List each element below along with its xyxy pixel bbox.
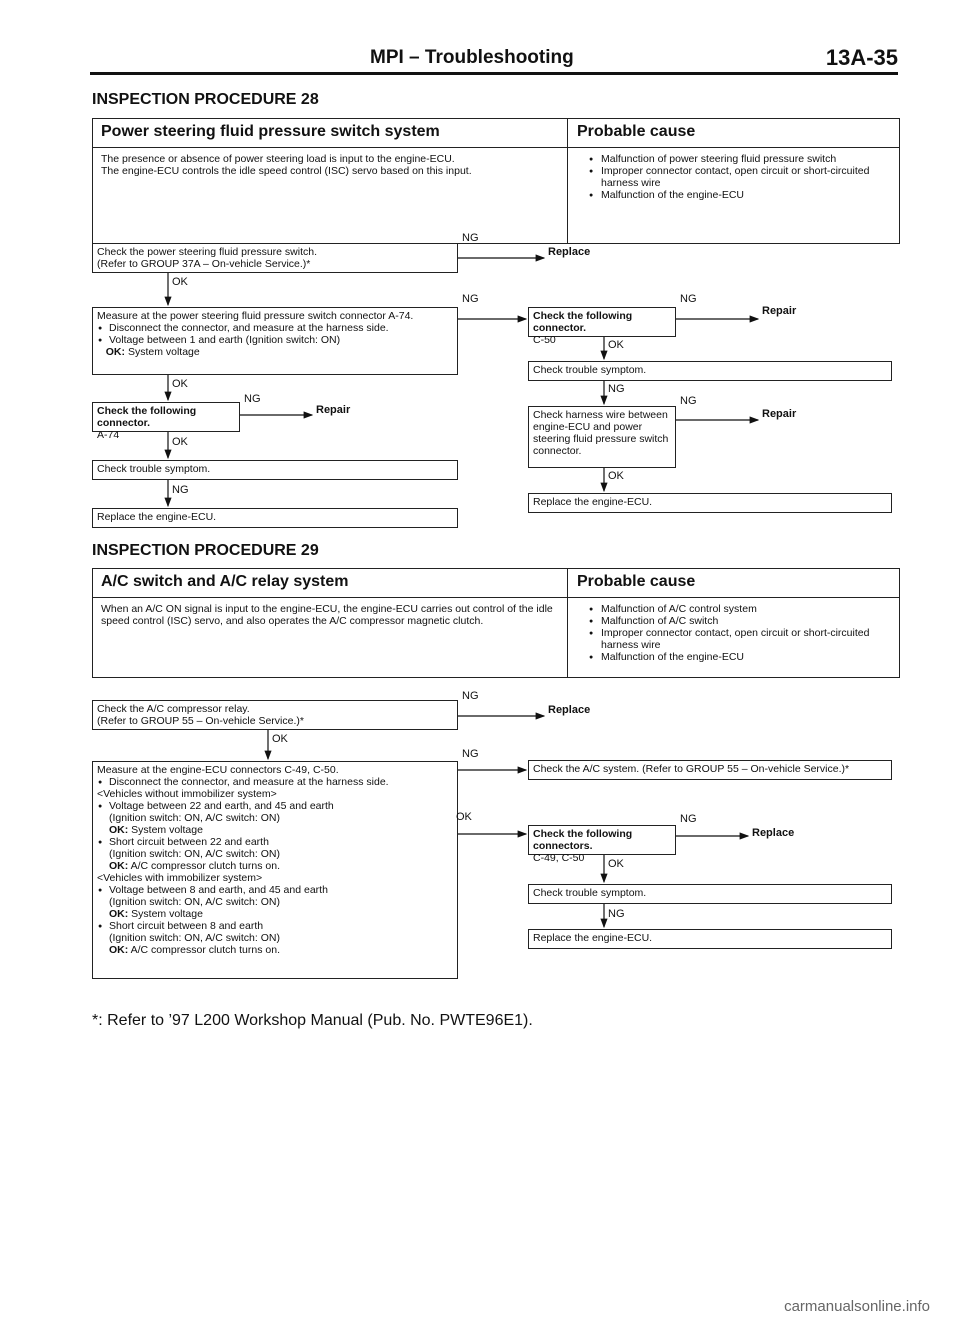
p28-measure-box: Measure at the power steering fluid pressure switch connector A-74. ● Disconnect the connector, and measure at the harness side. ● Voltage between 1 and earth (Ignition switch: ON) OK: System voltage xyxy=(92,307,458,375)
ng-label: NG xyxy=(462,293,479,305)
p28-trouble-symptom-box: Check trouble symptom. xyxy=(92,460,458,480)
ok-label: OK xyxy=(608,858,624,870)
replace-action: Replace xyxy=(548,704,591,716)
ng-label: NG xyxy=(680,293,697,305)
p29-replace-ecu-box: Replace the engine-ECU. xyxy=(528,929,892,949)
p29-check-ac-system-box: Check the A/C system. (Refer to GROUP 55 – On-vehicle Service.)* xyxy=(528,760,892,780)
cause-item: ● Malfunction of power steering fluid pressure switch xyxy=(601,153,891,165)
watermark: carmanualsonline.info xyxy=(784,1298,930,1315)
ok-label: OK xyxy=(608,339,624,351)
footnote: *: Refer to ’97 L200 Workshop Manual (Pub. No. PWTE96E1). xyxy=(92,1012,533,1029)
ok-label: OK xyxy=(456,811,472,823)
ng-label: NG xyxy=(172,484,189,496)
p29-check-relay-box: Check the A/C compressor relay. (Refer to GROUP 55 – On-vehicle Service.)* xyxy=(92,700,458,730)
p29-measure-box: Measure at the engine-ECU connectors C-49, C-50. ● Disconnect the connector, and measure at the harness side. <Vehicles without immobilizer system> ● Voltage between 22 and earth, and 45 and earth (Ignition switch: ON, A/C switch: ON) OK: System voltage ● Short circuit between 22 and earth (Ignition switch: ON, A/C switch: ON) OK: A/C compressor clutch turns on. <Vehicles with immobilizer system> ● Voltage between 8 and earth, and 45 and earth (Ignition switch: ON, A/C switch: ON) OK: System voltage ● Short circuit between 8 and earth (Ignition switch: ON, A/C switch: ON) OK: A/C compressor clutch turns on. xyxy=(92,761,458,979)
repair-action: Repair xyxy=(762,408,797,420)
p28-replace-ecu-box: Replace the engine-ECU. xyxy=(92,508,458,528)
cause-item: ● Malfunction of A/C switch xyxy=(601,615,891,627)
cause-item: ● Malfunction of the engine-ECU xyxy=(601,189,891,201)
proc28-system-heading: Power steering fluid pressure switch system xyxy=(101,123,440,140)
proc28-title: INSPECTION PROCEDURE 28 xyxy=(92,91,319,108)
cause-item: ● Improper connector contact, open circuit or short-circuited harness wire xyxy=(601,627,891,651)
ng-label: NG xyxy=(462,748,479,760)
ok-label: OK xyxy=(172,378,188,390)
replace-action: Replace xyxy=(548,246,591,258)
proc29-title: INSPECTION PROCEDURE 29 xyxy=(92,542,319,559)
ng-label: NG xyxy=(608,908,625,920)
ok-label: OK xyxy=(272,733,288,745)
ok-label: OK xyxy=(172,436,188,448)
p28-check-switch-box: Check the power steering fluid pressure switch. (Refer to GROUP 37A – On-vehicle Service.)* xyxy=(92,243,458,273)
proc29-system-heading: A/C switch and A/C relay system xyxy=(101,573,349,590)
ng-label: NG xyxy=(244,393,261,405)
proc29-cause-heading: Probable cause xyxy=(577,573,696,590)
proc29-description: When an A/C ON signal is input to the engine-ECU, the engine-ECU carries out control of the idle speed control (ISC) servo, and also operates the A/C compressor magnetic clutch. xyxy=(101,603,553,627)
p28-harness-box: Check harness wire between engine-ECU and power steering fluid pressure switch connector. xyxy=(528,406,676,468)
proc28-description: The presence or absence of power steering load is input to the engine-ECU. The engine-ECU controls the idle speed control (ISC) servo based on this input. xyxy=(101,153,472,177)
p28-right-replace-ecu-box: Replace the engine-ECU. xyxy=(528,493,892,513)
repair-action: Repair xyxy=(762,305,797,317)
cause-item: ● Malfunction of the engine-ECU xyxy=(601,651,891,663)
cause-item: ● Malfunction of A/C control system xyxy=(601,603,891,615)
ng-label: NG xyxy=(608,383,625,395)
page-number: 13A-35 xyxy=(825,45,898,70)
ng-label: NG xyxy=(462,232,479,244)
ng-label: NG xyxy=(680,813,697,825)
p29-trouble-symptom-box: Check trouble symptom. xyxy=(528,884,892,904)
replace-action: Replace xyxy=(752,827,795,839)
ng-label: NG xyxy=(680,395,697,407)
p29-check-connectors-box: Check the following connectors. C-49, C-50 xyxy=(528,825,676,855)
p28-check-connector-box: Check the following connector. A-74 xyxy=(92,402,240,432)
cause-item: ● Improper connector contact, open circuit or short-circuited harness wire xyxy=(601,165,891,189)
p28-check-c50-box: Check the following connector. C-50 xyxy=(528,307,676,337)
page-title: MPI – Troubleshooting xyxy=(370,47,574,68)
p28-right-trouble-box: Check trouble symptom. xyxy=(528,361,892,381)
proc28-cause-heading: Probable cause xyxy=(577,123,696,140)
repair-action: Repair xyxy=(316,404,351,416)
ok-label: OK xyxy=(172,276,188,288)
ng-label: NG xyxy=(462,690,479,702)
ok-label: OK xyxy=(608,470,624,482)
